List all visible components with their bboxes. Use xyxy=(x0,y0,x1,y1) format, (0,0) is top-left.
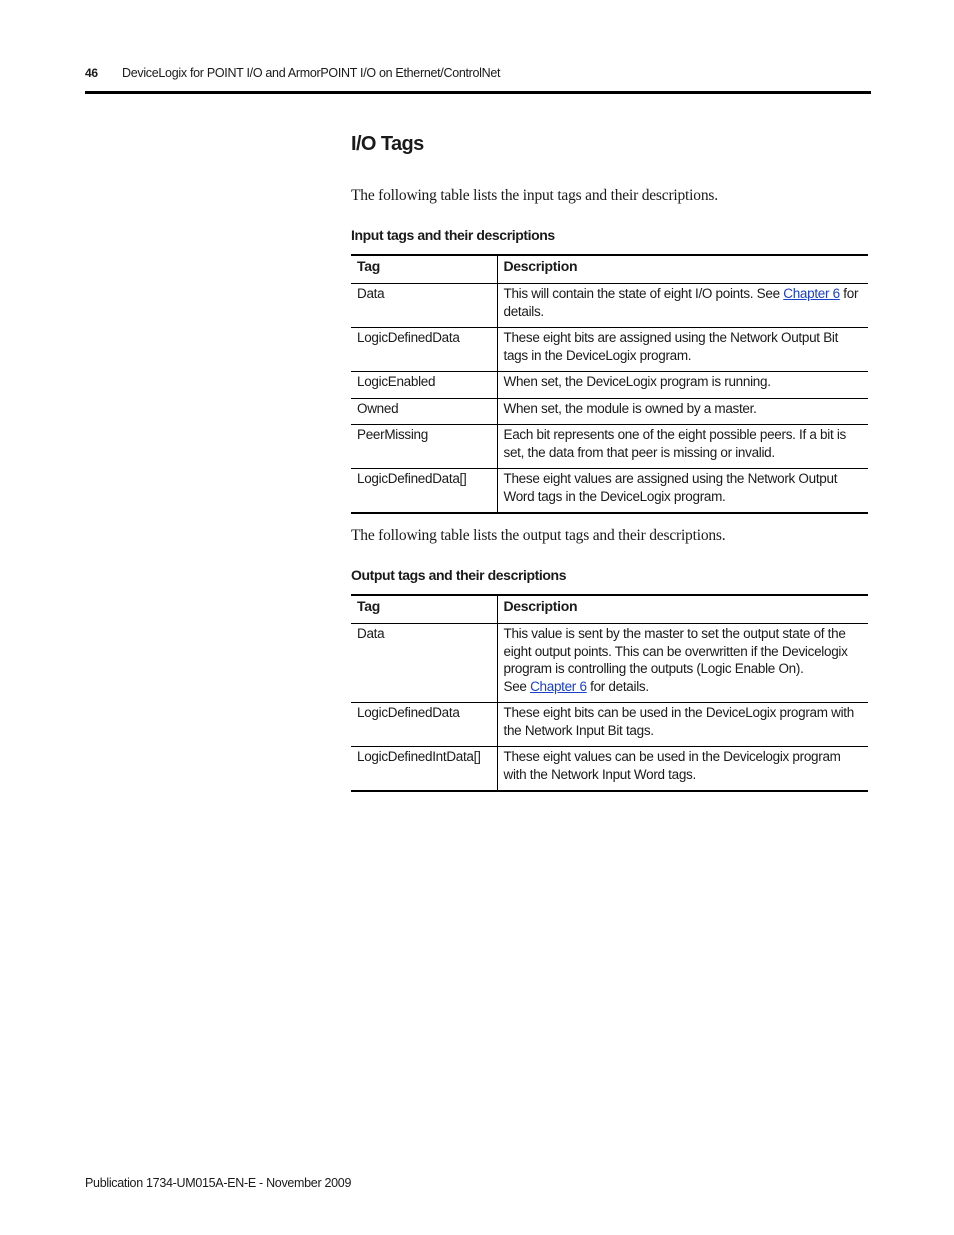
output-table-intro: The following table lists the output tags and their descriptions. xyxy=(351,527,726,544)
table-row xyxy=(351,624,868,703)
chapter-6-link[interactable]: Chapter 6 xyxy=(783,286,840,301)
tag-cell: PeerMissing xyxy=(351,425,497,469)
input-table-intro: The following table lists the input tags and their descriptions. xyxy=(351,187,718,204)
description-cell: These eight bits can be used in the DeviceLogix program with the Network Input Bit tags. xyxy=(503,705,854,738)
description-cell: When set, the module is owned by a master. xyxy=(503,400,757,416)
page-header xyxy=(85,64,871,94)
table-header-row xyxy=(351,595,868,624)
description-cell: Each bit represents one of the eight possible peers. If a bit is set, the data from that peer is missing or invalid. xyxy=(503,427,847,460)
column-header-tag: Tag xyxy=(351,595,497,624)
description-cell xyxy=(497,284,868,328)
input-table-caption: Input tags and their descriptions xyxy=(351,227,555,243)
table-row xyxy=(351,398,868,425)
description-cell: These eight values can be used in the Devicelogix program with the Network Input Word tags. xyxy=(503,749,841,782)
table-row xyxy=(351,328,868,372)
running-title: DeviceLogix for POINT I/O and ArmorPOINT I/O on Ethernet/ControlNet xyxy=(122,66,501,80)
tag-cell: LogicDefinedData xyxy=(351,703,497,747)
page-number: 46 xyxy=(85,66,98,80)
tag-cell: Data xyxy=(351,624,497,703)
output-tags-table xyxy=(351,594,868,792)
page-footer: Publication 1734-UM015A-EN-E - November 2009 xyxy=(85,1176,352,1190)
table-row xyxy=(351,284,868,328)
table-row xyxy=(351,747,868,792)
description-cell: These eight values are assigned using the Network Output Word tags in the DeviceLogix program. xyxy=(503,471,838,504)
chapter-6-link[interactable]: Chapter 6 xyxy=(530,678,587,694)
tag-cell: Data xyxy=(351,284,497,328)
table-row xyxy=(351,372,868,399)
description-text: for details. xyxy=(586,678,649,694)
column-header-tag: Tag xyxy=(351,255,497,284)
description-cell: When set, the DeviceLogix program is running. xyxy=(503,374,771,389)
tag-cell: LogicDefinedIntData[] xyxy=(351,747,497,792)
column-header-description: Description xyxy=(503,598,578,614)
table-row xyxy=(351,469,868,514)
description-cell xyxy=(497,624,868,703)
table-header-row xyxy=(351,255,868,284)
output-table-caption: Output tags and their descriptions xyxy=(351,567,567,583)
description-text: This value is sent by the master to set the output state of the eight output points. This can be overwritten if the Devicelogix program is controlling the outputs (Logic Enable On). xyxy=(503,626,848,676)
tag-cell: LogicEnabled xyxy=(351,372,497,399)
section-title: I/O Tags xyxy=(351,133,424,155)
table-row xyxy=(351,425,868,469)
tag-cell: LogicDefinedData[] xyxy=(351,469,497,514)
tag-cell: LogicDefinedData xyxy=(351,328,497,372)
description-text: This will contain the state of eight I/O points. See xyxy=(503,286,784,301)
input-tags-table xyxy=(351,254,868,514)
description-text: for details. xyxy=(503,286,859,319)
description-text: See xyxy=(503,678,531,694)
description-cell: These eight bits are assigned using the Network Output Bit tags in the DeviceLogix program. xyxy=(503,330,839,363)
table-row xyxy=(351,703,868,747)
column-header-description: Description xyxy=(503,258,578,274)
tag-cell: Owned xyxy=(351,398,497,425)
